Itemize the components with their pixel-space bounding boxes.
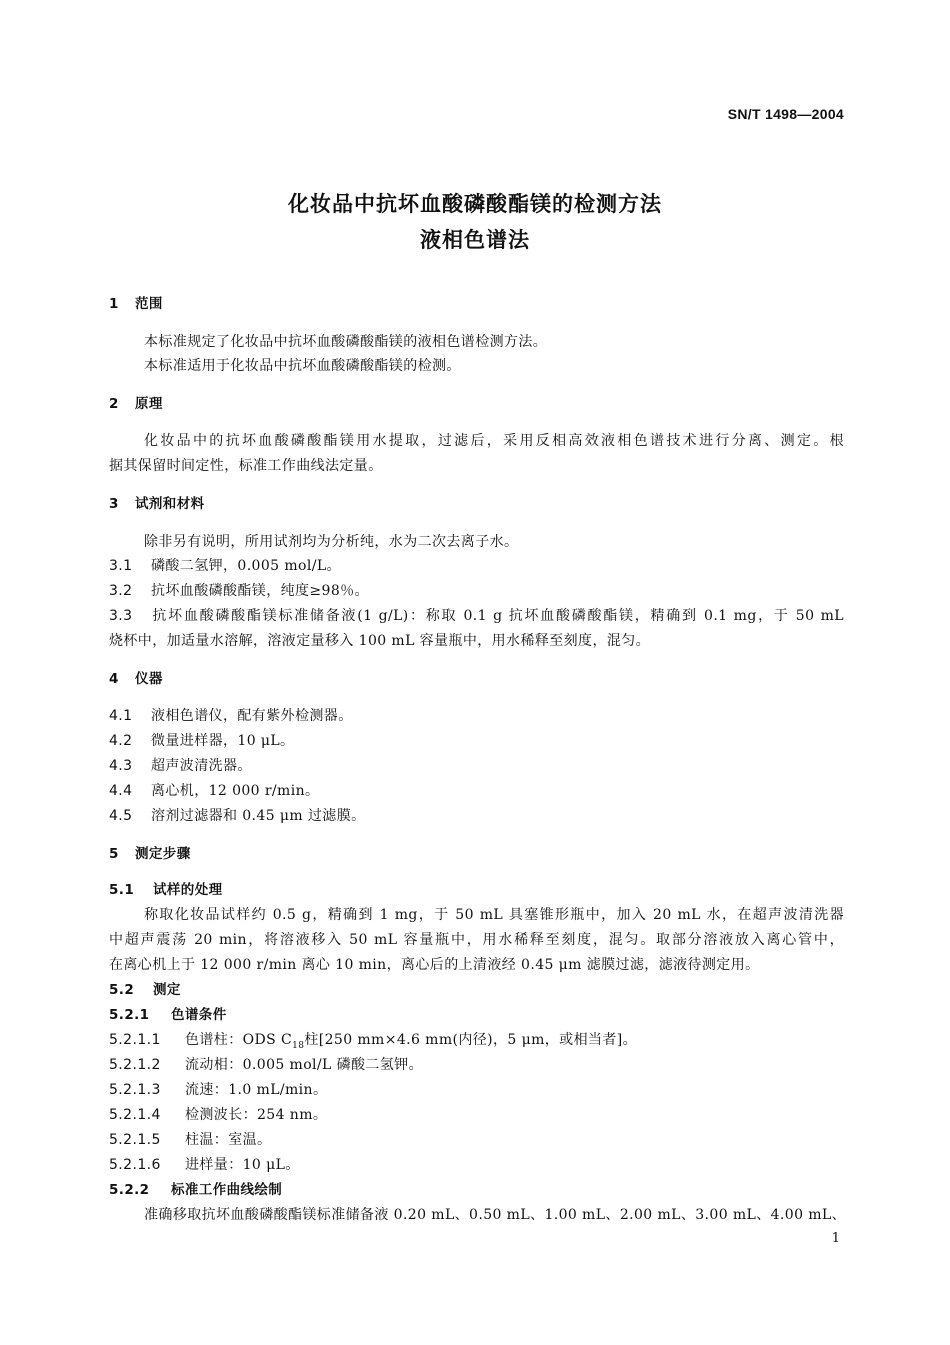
item-text: 检测波长：254 nm。	[185, 1107, 328, 1123]
paragraph: 本标准适用于化妆品中抗坏血酸磷酸酯镁的检测。	[144, 358, 461, 374]
item-text: 超声波清洗器。	[151, 758, 252, 774]
paragraph-line: 准确移取抗坏血酸磷酸酯镁标准储备液 0.20 mL、0.50 mL、1.00 mL、2.00 mL、3.00 mL、4.00 mL、	[144, 1207, 847, 1223]
item-text: 柱[250 mm×4.6 mm(内径)，5 μm，或相当者]。	[304, 1032, 638, 1048]
item-number: 5.2.1.3	[109, 1082, 161, 1098]
section-title: 原理	[135, 396, 163, 412]
item-number: 4.3	[109, 758, 133, 774]
item-number: 3.1	[109, 558, 133, 574]
section-2-heading	[109, 394, 163, 414]
list-item	[109, 606, 844, 626]
item-text: 流动相：0.005 mol/L 磷酸二氢钾。	[185, 1057, 423, 1073]
section-number: 3	[109, 496, 119, 512]
section-number: 5.2.1	[109, 1007, 150, 1023]
section-1-heading	[109, 294, 163, 314]
subsection-5-2-heading	[109, 980, 181, 1000]
section-title: 范围	[135, 296, 163, 312]
section-number: 1	[109, 296, 119, 312]
paragraph-line: 据其保留时间定性，标准工作曲线法定量。	[109, 458, 383, 474]
section-title: 测定步骤	[135, 846, 191, 862]
section-3-heading	[109, 494, 205, 514]
list-item	[109, 1155, 300, 1175]
list-item	[109, 1055, 423, 1075]
paragraph-line: 烧杯中，加适量水溶解，溶液定量移入 100 mL 容量瓶中，用水稀释至刻度，混匀。	[109, 633, 651, 649]
subsection-5-2-2-heading	[109, 1180, 282, 1200]
item-number: 4.1	[109, 708, 133, 724]
item-number: 4.4	[109, 783, 133, 799]
item-text: 抗坏血酸磷酸酯镁标准储备液(1 g/L)：称取 0.1 g 抗坏血酸磷酸酯镁，精确到 0.1 mg，于 50 mL	[151, 608, 844, 624]
item-number: 5.2.1.4	[109, 1107, 161, 1123]
paragraph-line: 在离心机上于 12 000 r/min 离心 10 min，离心后的上清液经 0.45 μm 滤膜过滤，滤液待测定用。	[109, 957, 760, 973]
item-text: 抗坏血酸磷酸酯镁，纯度≥98％。	[151, 583, 369, 599]
item-text: 离心机，12 000 r/min。	[151, 783, 320, 799]
item-number: 5.2.1.1	[109, 1032, 161, 1048]
section-title: 标准工作曲线绘制	[171, 1182, 283, 1198]
section-title: 测定	[153, 982, 181, 998]
item-text: 柱温：室温。	[185, 1132, 272, 1148]
list-item	[109, 1130, 271, 1150]
item-text: 流速：1.0 mL/min。	[185, 1082, 328, 1098]
item-number: 5.2.1.5	[109, 1132, 161, 1148]
paragraph: 本标准规定了化妆品中抗坏血酸磷酸酯镁的液相色谱检测方法。	[144, 334, 548, 350]
item-number: 3.3	[109, 608, 133, 624]
list-item	[109, 581, 369, 601]
item-number: 3.2	[109, 583, 133, 599]
section-title: 试剂和材料	[135, 496, 205, 512]
standard-code: SN/T 1498—2004	[727, 106, 844, 122]
list-item	[109, 731, 294, 751]
item-text: 微量进样器，10 μL。	[151, 733, 295, 749]
list-item	[109, 1030, 637, 1056]
paragraph-line: 化妆品中的抗坏血酸磷酸酯镁用水提取，过滤后，采用反相高效液相色谱技术进行分离、测定。根	[144, 433, 844, 449]
item-text: 液相色谱仪，配有紫外检测器。	[151, 708, 353, 724]
list-item	[109, 556, 341, 576]
item-number: 5.2.1.2	[109, 1057, 161, 1073]
subscript: 18	[292, 1040, 305, 1051]
section-number: 5.2	[109, 982, 135, 998]
item-text: 磷酸二氢钾，0.005 mol/L。	[151, 558, 341, 574]
subsection-5-1-heading	[109, 880, 223, 900]
subsection-5-2-1-heading	[109, 1005, 227, 1025]
paragraph: 除非另有说明，所用试剂均为分析纯，水为二次去离子水。	[144, 534, 519, 550]
section-number: 5.1	[109, 882, 135, 898]
item-number: 4.5	[109, 808, 133, 824]
list-item	[109, 706, 353, 726]
item-text: 溶剂过滤器和 0.45 μm 过滤膜。	[151, 808, 366, 824]
section-4-heading	[109, 669, 163, 689]
section-title: 试样的处理	[153, 882, 223, 898]
list-item	[109, 1080, 327, 1100]
document-subtitle: 液相色谱法	[420, 228, 530, 252]
section-number: 2	[109, 396, 119, 412]
list-item	[109, 756, 252, 776]
page-number: 1	[831, 1231, 840, 1246]
section-5-heading	[109, 844, 191, 864]
list-item	[109, 781, 319, 801]
paragraph-line: 称取化妆品试样约 0.5 g，精确到 1 mg，于 50 mL 具塞锥形瓶中，加入 20 mL 水，在超声波清洗器	[144, 907, 844, 923]
section-title: 仪器	[135, 671, 163, 687]
document-title: 化妆品中抗坏血酸磷酸酯镁的检测方法	[288, 192, 662, 216]
item-number: 4.2	[109, 733, 133, 749]
list-item	[109, 806, 366, 826]
section-number: 4	[109, 671, 119, 687]
section-number: 5.2.2	[109, 1182, 150, 1198]
paragraph-line: 中超声震荡 20 min，将溶液移入 50 mL 容量瓶中，用水稀释至刻度，混匀。取部分溶液放入离心管中，	[109, 932, 844, 948]
item-text: 进样量：10 μL。	[185, 1157, 300, 1173]
section-title: 色谱条件	[171, 1007, 227, 1023]
list-item	[109, 1105, 327, 1125]
item-number: 5.2.1.6	[109, 1157, 161, 1173]
item-text: 色谱柱：ODS C	[185, 1032, 293, 1048]
section-number: 5	[109, 846, 119, 862]
